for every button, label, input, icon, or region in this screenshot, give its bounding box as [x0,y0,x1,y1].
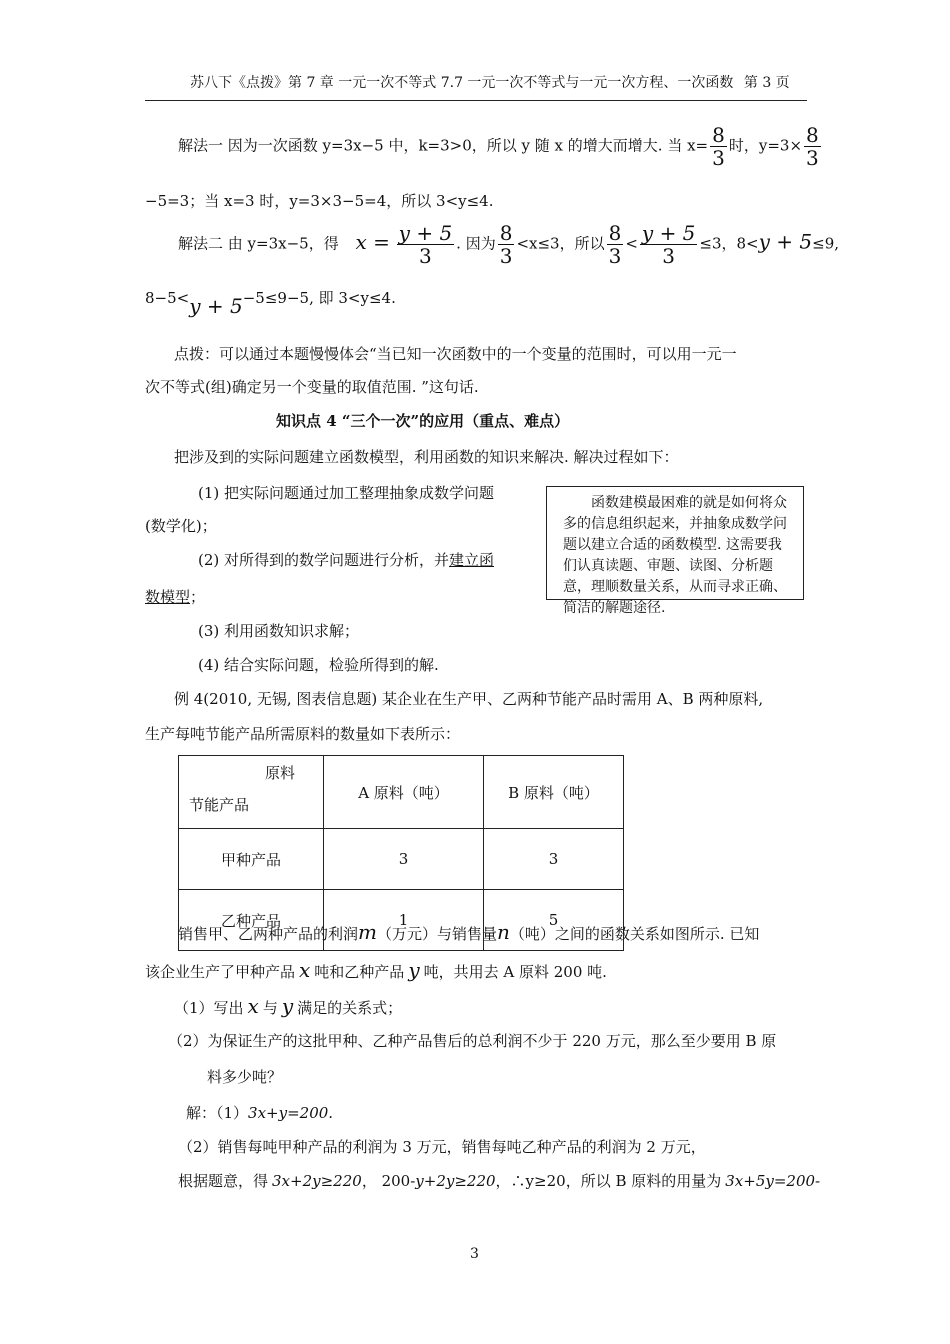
corner-label-bottom: 节能产品 [189,796,250,814]
col-header-a: A 原料（吨） [324,756,484,829]
text: （万元）与销售量 [376,925,497,943]
var-n: n [497,920,510,944]
step2-underline-a: 建立函 [449,551,495,569]
solution2-text-c: <x≤3，所以 [516,234,605,253]
side-note-box: 函数建模最困难的就是如何将众多的信息组织起来，并抽象成数学问题以建立合适的函数模型. 这需要我们认真读题、审题、读图、分析题意，理顺数量关系，从而寻求正确、简洁的解题途径. [546,486,804,600]
text: 解：（1） [186,1104,249,1122]
header-rule [145,100,807,101]
fraction-8-3: $\frac{8}{3}$ [712,123,725,170]
cell-a: 1 [324,890,484,951]
solution2-text-f: ≤9, [812,234,840,253]
solution1-text-b: 时，y=3× [728,136,803,155]
var-y: y [281,994,294,1018]
y-plus-5: y + 5 [758,229,813,254]
solution1-line1 [178,124,823,169]
text: ，所以 B 原料的用量为 [565,1172,722,1190]
diagonal-line [179,756,323,828]
question1 [174,994,402,1018]
intro-text: 把涉及到的实际问题建立函数模型，利用函数的知识来解决. 解决过程如下： [174,448,679,466]
after-table-line1 [178,920,759,944]
math: 3x+5y=200- [725,1172,821,1190]
solution2-line2 [145,284,396,318]
page-number: 3 [470,1246,479,1262]
math: y+2y≥220 [415,1172,496,1190]
corner-label-top: 原料 [265,764,296,782]
fraction-8-3-b: $\frac{8}{3}$ [806,123,819,170]
row-name: 乙种产品 [179,890,324,951]
table-header-row [179,756,624,829]
answer2: （2）销售每吨甲种产品的利润为 3 万元，销售每吨乙种产品的利润为 2 万元， [178,1138,706,1156]
cell-b: 5 [484,890,624,951]
solution2-text-d: < [625,234,638,253]
fraction-8-3-d: $\frac{8}{3}$ [608,221,622,268]
math: 3x+2y≥220 [272,1172,362,1190]
fraction-y5-3-b: $\frac{y + 5}{3}$ [641,221,696,268]
example-line1: 例 4(2010, 无锡, 图表信息题) 某企业在生产甲、乙两种节能产品时需用 A、B 两种原料, [174,690,764,708]
header-title: 苏八下《点拨》第 7 章 一元一次不等式 7.7 一元一次不等式与一元一次方程、一次函数 [190,75,734,91]
text: ， 200- [361,1172,416,1190]
header-page-label: 第 3 页 [743,75,790,91]
var-m: m [358,920,377,944]
question2-line1: （2）为保证生产的这批甲种、乙种产品售后的总利润不少于 220 万元，那么至少要用 B 原 [168,1032,777,1050]
section-title: 知识点 4 “三个一次”的应用（重点、难点） [276,412,570,430]
solution2-text-e: ≤3，8< [699,234,759,253]
text: （1）写出 [174,999,244,1017]
fraction-8-3-c: $\frac{8}{3}$ [499,221,513,268]
answer1 [186,1102,333,1123]
cell-b: 3 [484,829,624,890]
step4: (4) 结合实际问题，检验所得到的解. [198,656,439,674]
solution1-line2: −5=3；当 x=3 时，y=3×3−5=4，所以 3<y≤4. [145,192,494,210]
cell-a: 3 [324,829,484,890]
step1-line2: (数学化)； [145,517,217,535]
col-header-b: B 原料（吨） [484,756,624,829]
solution2-text-b: . 因为 [456,234,496,253]
var-x: x [247,994,259,1018]
x-equals: x = [355,229,390,254]
question2-line2: 料多少吨？ [207,1068,283,1086]
step3: (3) 利用函数知识求解； [198,622,360,640]
answer3 [178,1170,820,1191]
step2-end: ； [190,588,206,606]
page-header [190,72,790,92]
text: 根据题意，得 [178,1172,269,1190]
var-x: x [299,958,311,982]
row-name: 甲种产品 [179,829,324,890]
fraction-y5-3: $\frac{y + 5}{3}$ [398,221,453,268]
step2-underline-b: 数模型 [145,588,191,606]
text: 该企业生产了甲种产品 [145,963,296,981]
text: 与 [262,999,278,1017]
solution1-text-a: 解法一 因为一次函数 y=3x−5 中，k=3>0，所以 y 随 x 的增大而增大. 当 x= [178,136,709,155]
step2-line1 [198,549,494,570]
solution2-line2-b: −5≤9−5, 即 3<y≤4. [242,289,396,307]
solution2-text-a: 解法二 由 y=3x−5，得 [178,234,339,253]
text: 吨，共用去 A 原料 200 吨. [423,963,607,981]
table-corner-cell [179,756,324,829]
tip-line2: 次不等式(组)确定另一个变量的取值范围. ”这句话. [145,378,479,396]
answer1-math: 3x+y=200. [248,1104,334,1122]
y-plus-5-b: y + 5 [189,294,243,318]
solution2-line1 [178,222,839,267]
math: ，∴y≥20 [495,1172,566,1190]
text: 满足的关系式； [297,999,403,1017]
text: 吨和乙种产品 [314,963,405,981]
step2-text: (2) 对所得到的数学问题进行分析，并 [198,551,450,569]
var-y: y [408,958,420,982]
step1-line1: (1) 把实际问题通过加工整理抽象成数学问题 [198,484,495,502]
text: 销售甲、乙两种产品的利润 [178,925,359,943]
text: （吨）之间的函数关系如图所示. 已知 [509,925,760,943]
step2-line2 [145,586,205,607]
tip-line1: 点拨：可以通过本题慢慢体会“当已知一次函数中的一个变量的范围时，可以用一元一 [174,345,737,363]
example-line2: 生产每吨节能产品所需原料的数量如下表所示： [145,725,461,743]
solution2-line2-a: 8−5< [145,289,190,307]
after-table-line2 [145,958,607,982]
table-row [179,829,624,890]
